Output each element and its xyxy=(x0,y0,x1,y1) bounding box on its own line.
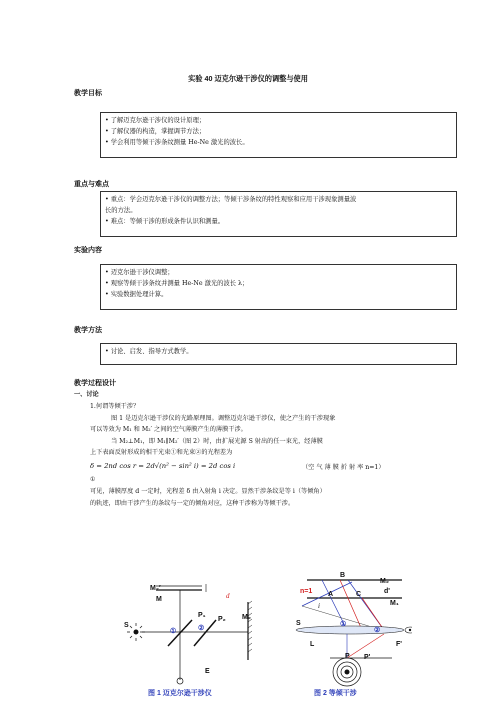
fig1-label-p1: P₁ xyxy=(198,612,206,619)
keypoint-item: • 重点：学会迈克尔逊干涉仪的调整方法；等倾干涉条纹的特性观察和应用干涉现象测量波 xyxy=(105,196,357,203)
fig2-label-p: P xyxy=(345,653,350,660)
fig2-label-dp: d' xyxy=(384,588,390,595)
fig2-caption: 图 2 等倾干涉 xyxy=(314,690,357,697)
fig1-caption: 图 1 迈克尔逊干涉仪 xyxy=(148,690,212,697)
fig2-label-s: S xyxy=(296,620,301,627)
para-line: 当 M₂⊥M₁，即 M₁∥M₂′（图 2）时，由扩展光源 S 射出的任一束光，经薄膜 xyxy=(111,438,323,445)
fig1-label-e: E xyxy=(205,668,210,675)
fig2-label-m2: M₂ xyxy=(380,578,389,585)
heading-content: 实验内容 xyxy=(74,247,102,254)
heading-keypoints: 重点与难点 xyxy=(74,181,109,188)
fig1-label-m2: M₂ xyxy=(242,614,251,621)
para-line: 图 1 是迈克尔逊干涉仪的光路原理图。调整迈克尔逊干涉仪，使之产生的干涉现象 xyxy=(111,415,336,422)
fig2-label-fp: F' xyxy=(396,641,402,648)
fig2-label-i: i xyxy=(318,602,320,610)
fig1-label-m: M xyxy=(156,596,162,603)
fig2-label-l: L xyxy=(310,641,315,648)
fig2-label-b: B xyxy=(340,572,346,579)
goal-item: • 学会利用等倾干涉条纹测量 He-Ne 激光的波长。 xyxy=(105,139,249,146)
method-item: • 讨论、启发、指导方式教学。 xyxy=(105,348,193,355)
heading-method: 教学方法 xyxy=(74,327,102,334)
fig2-label-pp: P' xyxy=(364,654,371,661)
goal-item: • 了解仪器的构造，掌握调节方法； xyxy=(105,128,206,135)
fig2-label-n1: n=1 xyxy=(300,588,313,595)
fig2-label-c: C xyxy=(356,591,362,598)
fig1-label-ray2: ② xyxy=(198,625,205,632)
para-line: 的轨迹，即由干涉产生的条纹与一定的倾角对应，这种干涉称为等倾干涉。 xyxy=(90,500,295,507)
heading-goals: 教学目标 xyxy=(74,90,102,97)
heading-process: 教学过程设计 xyxy=(74,380,116,387)
fig1-label-s: S xyxy=(124,622,129,629)
keypoint-item: • 难点：等倾干涉的形成条件认识和测量。 xyxy=(105,218,225,225)
fig2-label-m1: M₁ xyxy=(390,600,399,607)
formula: δ = 2nd cos r = 2d√(n² − sin² i) = 2d cos i xyxy=(90,462,236,470)
goal-item: • 了解迈克尔逊干涉仪的设计原理； xyxy=(105,117,206,124)
keypoints-box xyxy=(100,191,457,237)
formula-note: （空 气 薄 膜 折 射 率 n=1） xyxy=(302,464,385,471)
content-item: • 观察等倾干涉条纹并测量 He-Ne 激光的波长 λ； xyxy=(105,280,249,287)
fig1-label-ray1: ① xyxy=(170,628,177,635)
goals-box xyxy=(100,112,457,158)
method-box xyxy=(100,343,457,365)
fig1-label-m2p: M₂′ xyxy=(150,585,161,592)
content-item: • 迈克尔逊干涉仪调整； xyxy=(105,269,174,276)
para-line: 可见，薄膜厚度 d 一定时，光程差 δ 由入射角 i 决定。显然干涉条纹是等 i（等倾角） xyxy=(90,488,326,495)
fig2-label-a: A xyxy=(328,591,334,598)
content-box xyxy=(100,264,457,310)
formula-marker: ① xyxy=(90,476,96,483)
fig2-label-ray1: ① xyxy=(340,621,347,628)
para-line: 上下表面反射形成的相干光束①和光束②的光程差为 xyxy=(90,449,233,456)
fig1-label-p2: P₂ xyxy=(218,616,226,623)
michelson-diagram xyxy=(120,580,260,685)
para-line: 可以等效为 M₁ 和 M₂′ 之间的空气薄膜产生的薄膜干涉。 xyxy=(90,426,247,433)
question-1: 1.何谓等倾干涉？ xyxy=(90,403,140,410)
content-item: • 实验数据处理计算。 xyxy=(105,291,168,298)
keypoint-item: 长的方法。 xyxy=(105,207,137,214)
subheading-discussion: 一、讨论 xyxy=(74,391,99,398)
fig2-label-ray2: ② xyxy=(374,627,381,634)
fig1-label-d: d xyxy=(226,592,230,600)
page-title: 实验 40 迈克尔逊干涉仪的调整与使用 xyxy=(188,74,308,83)
